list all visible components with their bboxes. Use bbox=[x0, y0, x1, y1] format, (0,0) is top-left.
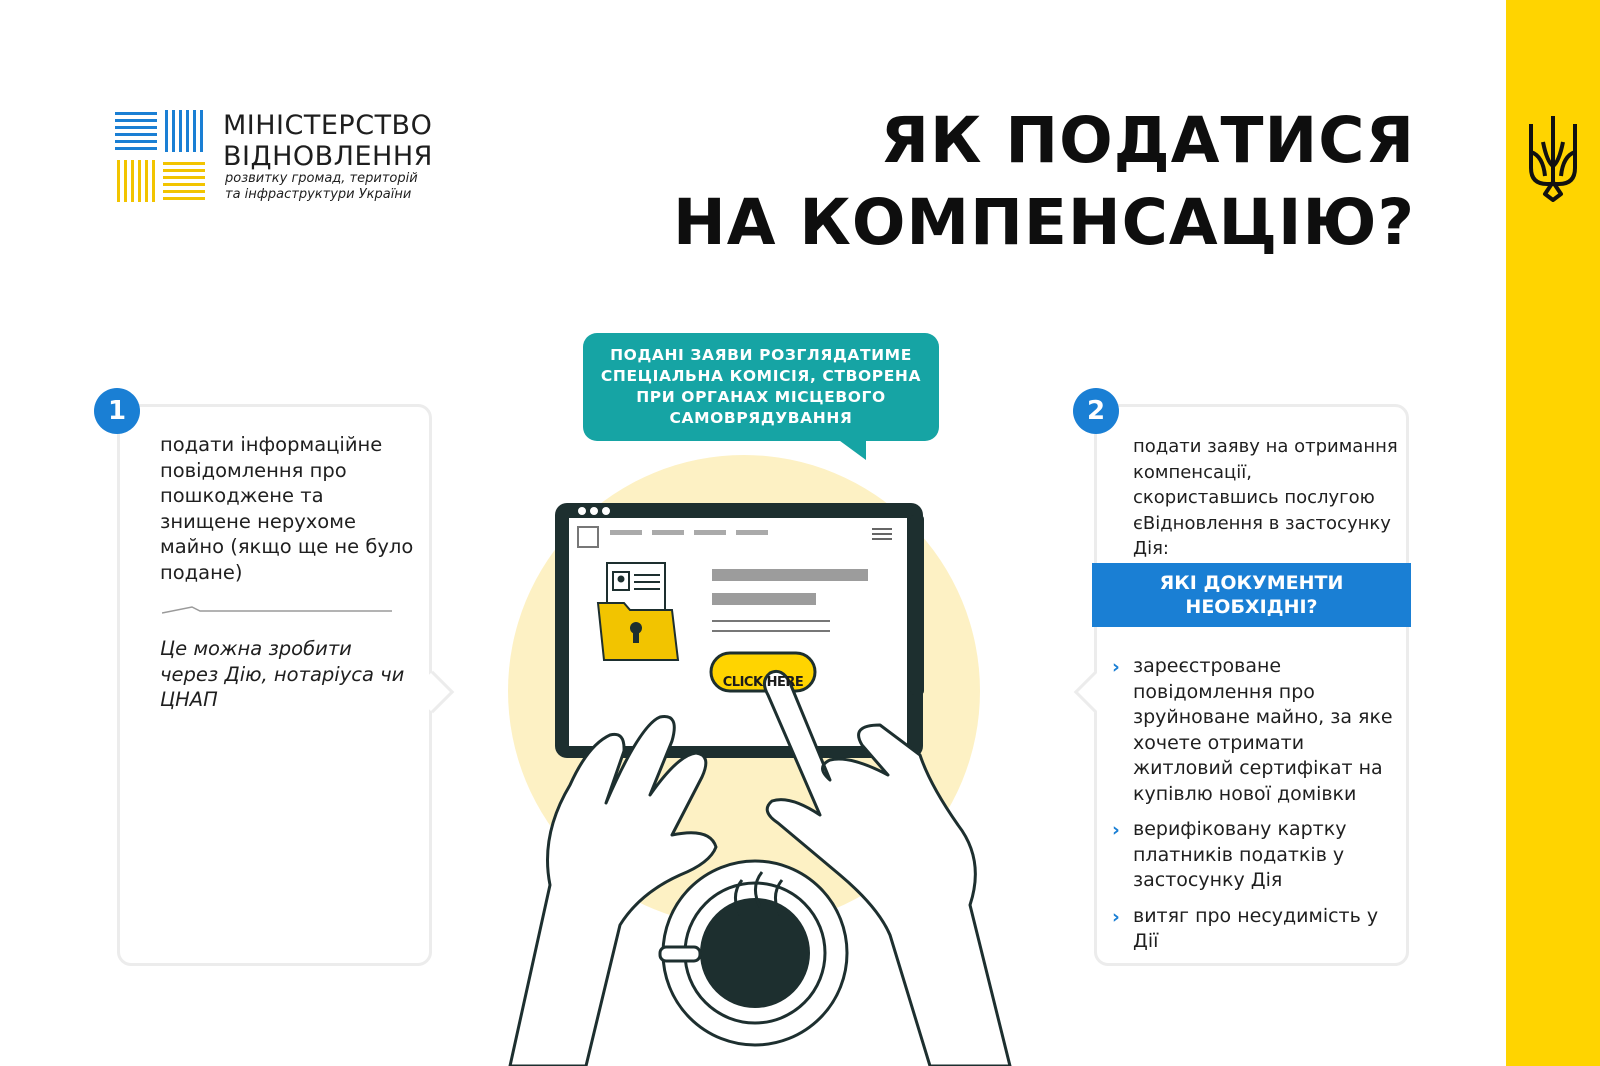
step-2-text: подати заяву на отримання компенсації, скориставшись послугою єВідновлення в застосунку Дія: bbox=[1133, 436, 1398, 559]
chevron-right-icon: › bbox=[1112, 656, 1120, 678]
step-1-text: подати інформаційне повідомлення про пошкоджене та знищене нерухоме майно (якщо ще не було подане) bbox=[160, 433, 414, 584]
page-title: ЯК ПОДАТИСЯ НА КОМПЕНСАЦІЮ? bbox=[672, 104, 1415, 259]
list-item: › верифіковану картку платників податків у застосунку Дія bbox=[1112, 818, 1347, 891]
documents-heading: ЯКІ ДОКУМЕНТИ НЕОБХІДНІ? bbox=[1092, 563, 1411, 627]
step-1-note: Це можна зробити через Дію, нотаріуса чи ЦНАП bbox=[160, 637, 405, 711]
chevron-right-icon: › bbox=[1112, 819, 1120, 841]
ministry-name: МІНІСТЕРСТВО ВІДНОВЛЕННЯ bbox=[223, 110, 433, 172]
step-2-badge: 2 bbox=[1073, 388, 1119, 434]
ministry-logo bbox=[115, 110, 455, 205]
divider-line bbox=[162, 604, 392, 614]
documents-list bbox=[1112, 654, 1408, 965]
click-here-label[interactable]: CLICK HERE bbox=[722, 674, 804, 690]
step-1-badge: 1 bbox=[94, 388, 140, 434]
trident-icon bbox=[1525, 112, 1581, 204]
tablet-illustration bbox=[410, 455, 1110, 1066]
ministry-subtitle: розвитку громад, територій та інфраструктури України bbox=[225, 171, 418, 202]
commission-note-bubble: ПОДАНІ ЗАЯВИ РОЗГЛЯДАТИМЕ СПЕЦІАЛЬНА КОМІСІЯ, СТВОРЕНА ПРИ ОРГАНАХ МІСЦЕВОГО САМОВРЯДУВАННЯ bbox=[583, 333, 939, 441]
chevron-right-icon: › bbox=[1112, 905, 1120, 928]
ministry-emblem-icon bbox=[115, 110, 207, 202]
list-item: › витяг про несудимість у Дії bbox=[1112, 904, 1379, 952]
list-item: › зареєстроване повідомлення про зруйноване майно, за яке хочете отримати житловий сертифікат на купівлю нової домівки bbox=[1112, 655, 1393, 805]
